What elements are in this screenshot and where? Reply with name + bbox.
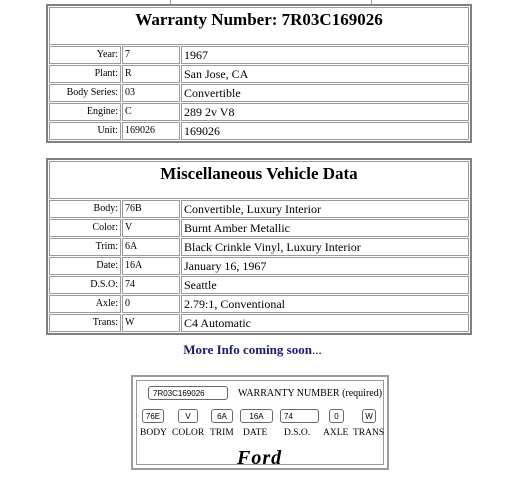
row-label: D.S.O: [49, 276, 121, 294]
row-value: C4 Automatic [181, 314, 469, 332]
row-value: January 16, 1967 [181, 257, 469, 275]
body-label: BODY [140, 428, 167, 438]
row-value: Convertible [181, 84, 469, 102]
row-label: Year: [49, 46, 121, 64]
row-value: 289 2v V8 [181, 103, 469, 121]
table-row [49, 257, 469, 275]
row-label: Body Series: [49, 84, 121, 102]
trans-label: TRANS [353, 428, 385, 438]
row-code: R [122, 65, 180, 83]
row-label: Unit: [49, 122, 121, 140]
row-label: Trim: [49, 238, 121, 256]
row-code: C [122, 103, 180, 121]
row-value: Burnt Amber Metallic [181, 219, 469, 237]
row-label: Date: [49, 257, 121, 275]
row-value: San Jose, CA [181, 65, 469, 83]
row-label: Trans: [49, 314, 121, 332]
row-code: 76B [122, 200, 180, 218]
row-value: Convertible, Luxury Interior [181, 200, 469, 218]
trim-code-input[interactable]: 6A [211, 409, 233, 423]
table-row [49, 84, 469, 102]
row-code: 169026 [122, 122, 180, 140]
row-code: 03 [122, 84, 180, 102]
color-code-input[interactable]: V [178, 409, 198, 423]
table-row [49, 122, 469, 140]
row-value: 1967 [181, 46, 469, 64]
warranty-table [46, 4, 472, 143]
table-row [49, 238, 469, 256]
more-info-text: More Info coming soon [183, 342, 312, 357]
row-code: W [122, 314, 180, 332]
table-row [49, 65, 469, 83]
more-info-notice [0, 342, 505, 358]
table-row [49, 46, 469, 64]
table-row [49, 276, 469, 294]
misc-table-title: Miscellaneous Vehicle Data [49, 161, 469, 199]
row-value: 2.79:1, Conventional [181, 295, 469, 313]
warranty-number-input[interactable]: 7R03C169026 [148, 386, 228, 400]
row-code: 6A [122, 238, 180, 256]
body-code-input[interactable]: 76E [142, 409, 164, 423]
more-info-ellipsis: ... [311, 342, 322, 357]
row-label: Body: [49, 200, 121, 218]
row-value: Seattle [181, 276, 469, 294]
row-label: Engine: [49, 103, 121, 121]
table-row [49, 314, 469, 332]
trim-label: TRIM [210, 428, 234, 438]
warranty-number-label: WARRANTY NUMBER (required) [238, 388, 383, 399]
trans-code-input[interactable]: W [362, 409, 376, 423]
ford-data-plate [131, 375, 389, 470]
ford-logo: Ford [237, 447, 283, 469]
dso-label: D.S.O. [284, 428, 311, 438]
axle-code-input[interactable]: 0 [329, 409, 344, 423]
row-code: 16A [122, 257, 180, 275]
table-row [49, 200, 469, 218]
dso-code-input[interactable]: 74 [280, 409, 319, 423]
color-label: COLOR [172, 428, 205, 438]
axle-label: AXLE [323, 428, 349, 438]
row-code: V [122, 219, 180, 237]
row-value: Black Crinkle Vinyl, Luxury Interior [181, 238, 469, 256]
date-code-input[interactable]: 16A [240, 409, 273, 423]
date-label: DATE [243, 428, 268, 438]
row-code: 74 [122, 276, 180, 294]
misc-vehicle-data-table [46, 158, 472, 335]
row-value: 169026 [181, 122, 469, 140]
row-label: Axle: [49, 295, 121, 313]
table-row [49, 295, 469, 313]
row-label: Plant: [49, 65, 121, 83]
table-row [49, 219, 469, 237]
row-code: 0 [122, 295, 180, 313]
row-code: 7 [122, 46, 180, 64]
warranty-table-title: Warranty Number: 7R03C169026 [49, 7, 469, 45]
row-label: Color: [49, 219, 121, 237]
table-row [49, 103, 469, 121]
